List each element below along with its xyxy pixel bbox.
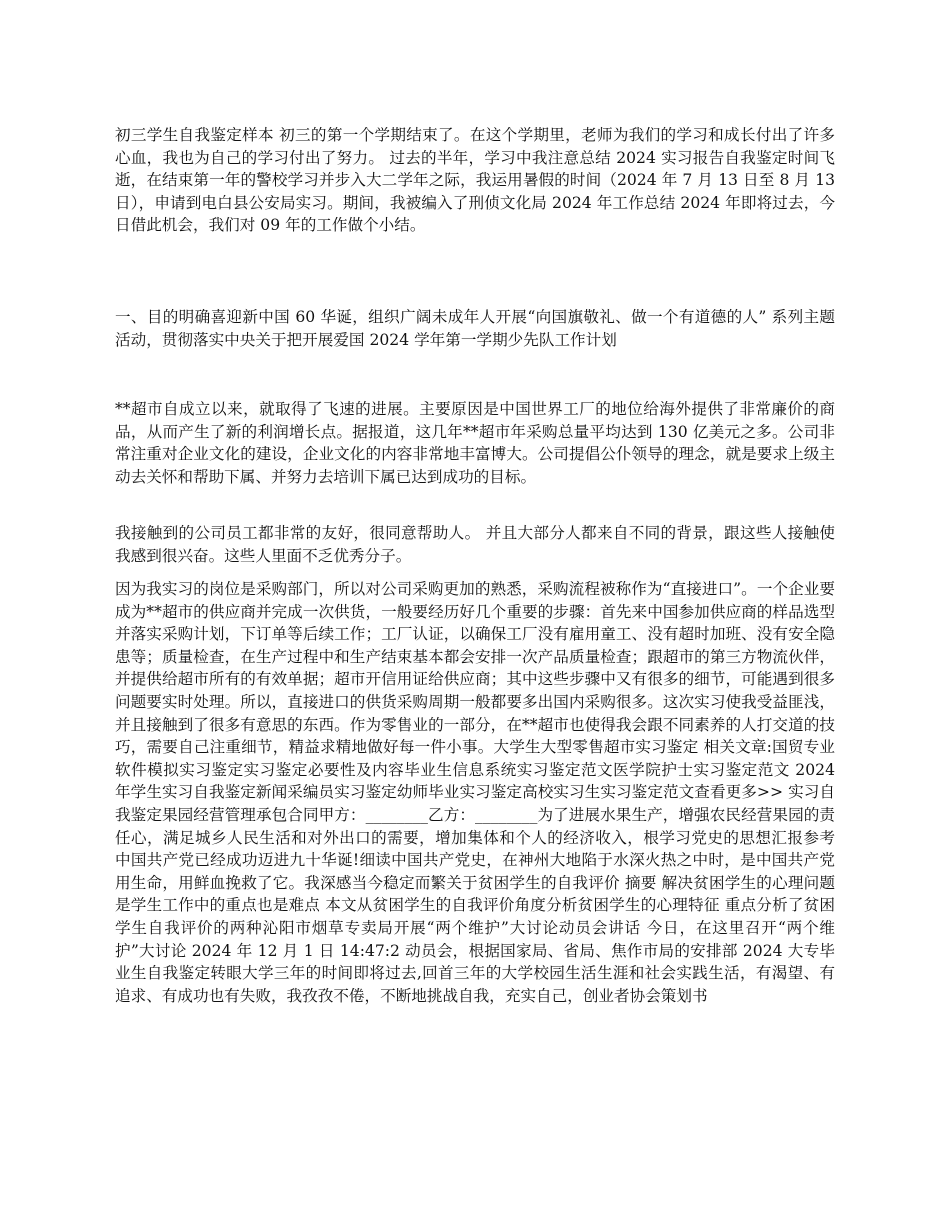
paragraph-procurement: 因为我实习的岗位是采购部门，所以对公司采购更加的熟悉，采购流程被称作为“直接进口”。一个企业要成为**超市的供应商并完成一次供货，一般要经历好几个重要的步骤：首先来中国参加供应商的样品选型并落实采购计划，下订单等后续工作；工厂认证，以确保工厂没有雇用童工、没有超时加班、没有安全隐患等；质量检查，在生产过程中和生产结束基本都会安排一次产品质量检查；跟超市的第三方物流伙伴，并提供给超市所有的有效单据；超市开信用证给供应商；其中这些步骤中又有很多的细节，可能遇到很多问题要实时处理。所以，直接进口的供货采购周期一般都要多出国内采购很多。这次实习使我受益匪浅，并且接触到了很多有意思的东西。作为零售业的一部分，在**超市也使得我会跟不同素养的人打交道的技巧，需要自己注重细节，精益求精地做好每一件小事。大学生大型零售超市实习鉴定 相关文章:国贸专业软件模拟实习鉴定实习鉴定必要性及内容毕业生信息系统实习鉴定范文医学院护士实习鉴定范文 2024 年学生实习自我鉴定新闻采编员实习鉴定幼师毕业实习鉴定高校实习生实习鉴定范文查看更多>> 实习自我鉴定果园经营管理承包合同甲方：________乙方：________为了进展水果生产，增强农民经营果园的责任心，满足城乡人民生活和对外出口的需要，增加集体和个人的经济收入，根学习党史的思想汇报参考 中国共产党已经成功迈进九十华诞!细读中国共产党史，在神州大地陷于水深火热之中时，是中国共产党用生命，用鲜血挽救了它。我深感当今稳定而繁关于贫困学生的自我评价 摘要 解决贫困学生的心理问题是学生工作中的重点也是难点 本文从贫困学生的自我评价角度分析贫困学生的心理特征 重点分析了贫困学生自我评价的两种沁阳市烟草专卖局开展“两个维护”大讨论动员会讲话 今日，在这里召开“两个维护”大讨论 2024 年 12 月 1 日 14:47:2 动员会，根据国家局、省局、焦作市局的安排部 2024 大专毕业生自我鉴定转眼大学三年的时间即将过去,回首三年的大学校园生活生涯和社会实践生活，有渴望、有追求、有成功也有失败，我孜孜不倦，不断地挑战自我，充实自己，创业者协会策划书	[115, 580, 835, 1005]
paragraph-supermarket-overview: **超市自成立以来，就取得了飞速的进展。主要原因是中国世界工厂的地位给海外提供了非常廉价的商品，从而产生了新的利润增长点。据报道，这几年**超市年采购总量平均达到 130 亿美元之多。公司非常注重对企业文化的建设，企业文化的内容非常地丰富博大。公司提倡公仆领导的理念，就是要求上级主动去关怀和帮助下属、并努力去培训下属已达到成功的目标。	[115, 400, 835, 486]
paragraph-self-evaluation-intro: 初三学生自我鉴定样本 初三的第一个学期结束了。在这个学期里，老师为我们的学习和成长付出了许多心血，我也为自己的学习付出了努力。 过去的半年，学习中我注意总结 2024 实习报告自我鉴定时间飞逝，在结束第一年的警校学习并步入大二学年之际，我运用暑假的时间（2024 年 7 月 13 日至 8 月 13 日），申请到电白县公安局实习。期间，我被编入了刑侦文化局 2024 年工作总结 2024 年即将过去，今日借此机会，我们对 09 年的工作做个小结。	[115, 126, 835, 235]
paragraph-staff: 我接触到的公司员工都非常的友好，很同意帮助人。 并且大部分人都来自不同的背景，跟这些人接触使我感到很兴奋。这些人里面不乏优秀分子。	[115, 524, 835, 565]
paragraph-purpose: 一、目的明确喜迎新中国 60 华诞，组织广阔未成年人开展“向国旗敬礼、做一个有道德的人” 系列主题活动，贯彻落实中央关于把开展爱国 2024 学年第一学期少先队工作计划	[115, 308, 835, 349]
